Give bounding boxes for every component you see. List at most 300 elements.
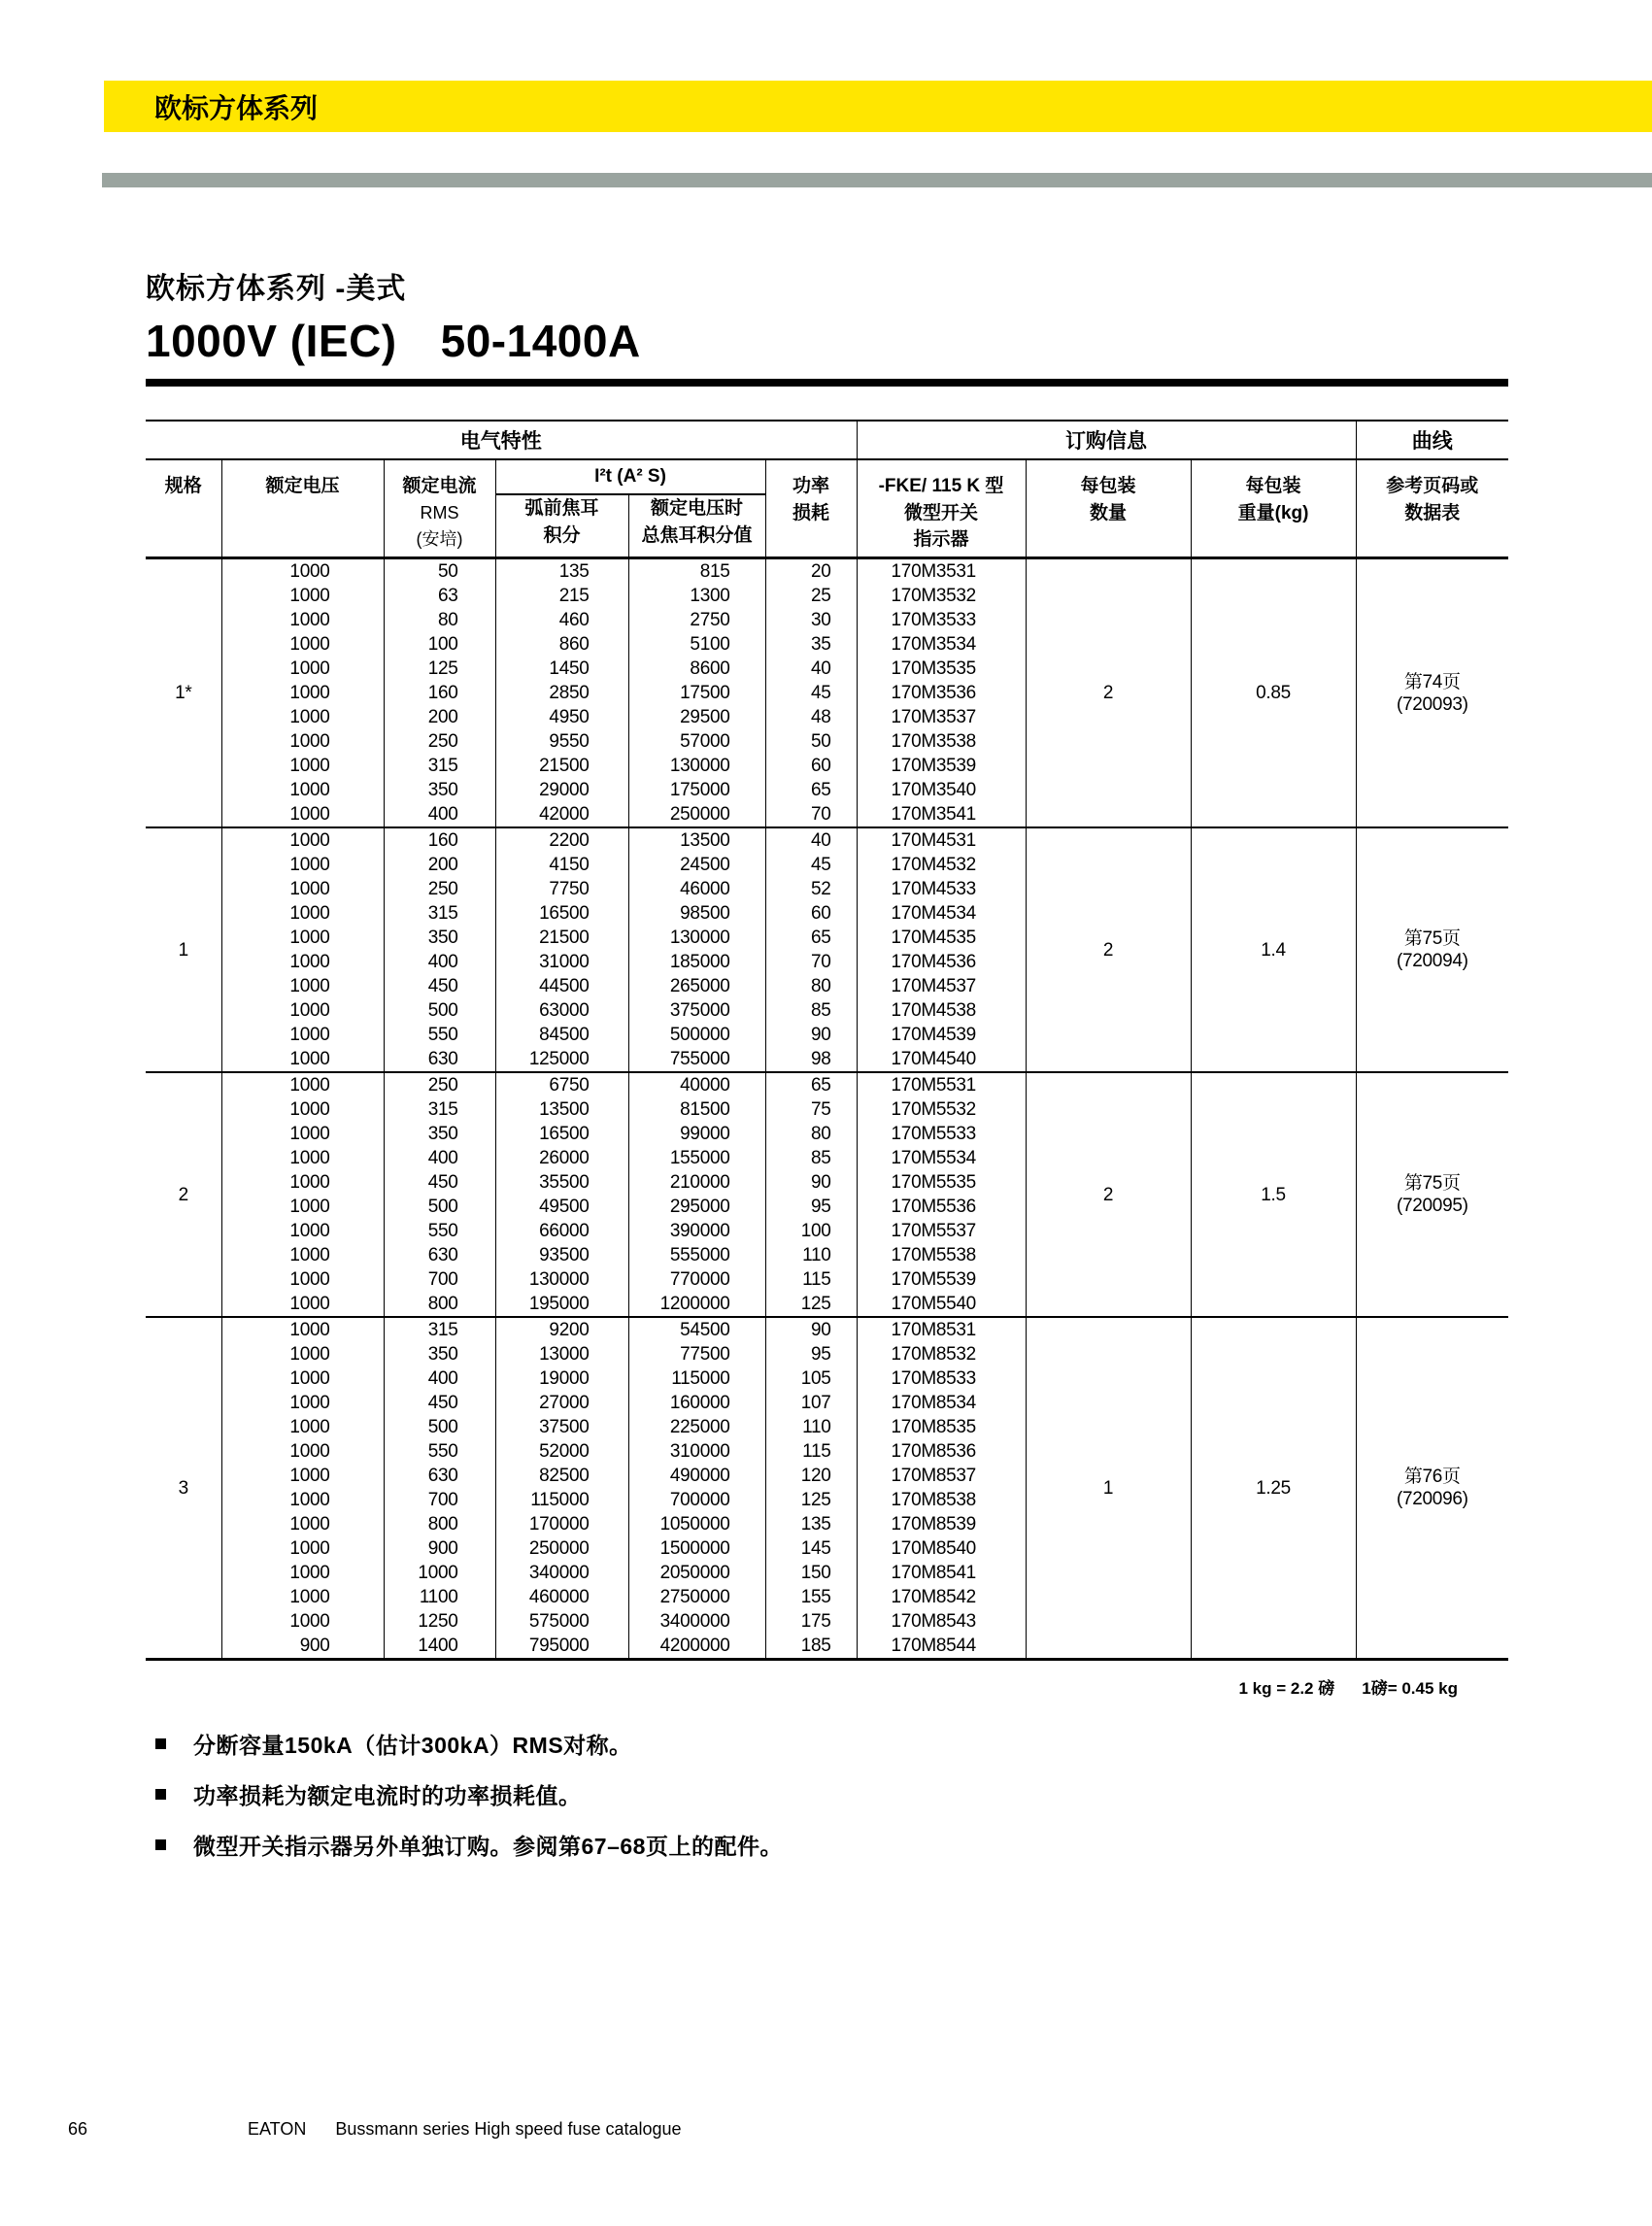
power-loss-cell: 90 xyxy=(765,1023,857,1047)
rated-voltage-cell: 1000 xyxy=(221,1488,384,1512)
title-rule xyxy=(146,379,1508,387)
part-number-cell: 170M3538 xyxy=(857,729,1026,754)
part-number-cell: 170M8539 xyxy=(857,1512,1026,1536)
col-header-power-loss: 功率 损耗 xyxy=(765,459,857,558)
prearc-i2t-cell: 460 xyxy=(495,608,628,632)
prearc-i2t-cell: 26000 xyxy=(495,1146,628,1170)
power-loss-cell: 185 xyxy=(765,1634,857,1660)
rated-voltage-cell: 1000 xyxy=(221,1146,384,1170)
column-header-row xyxy=(146,459,1508,494)
band-header-row xyxy=(146,421,1508,459)
total-i2t-cell: 755000 xyxy=(628,1047,765,1072)
rated-voltage-cell: 1000 xyxy=(221,1536,384,1561)
power-loss-cell: 135 xyxy=(765,1512,857,1536)
rated-voltage-cell: 1000 xyxy=(221,1097,384,1122)
rated-voltage-cell: 1000 xyxy=(221,1391,384,1415)
prearc-i2t-cell: 9550 xyxy=(495,729,628,754)
part-number-cell: 170M4536 xyxy=(857,950,1026,974)
rated-current-cell: 800 xyxy=(384,1292,495,1317)
total-i2t-cell: 2750 xyxy=(628,608,765,632)
table-row xyxy=(146,827,1508,853)
part-number-cell: 170M5536 xyxy=(857,1195,1026,1219)
part-number-cell: 170M8541 xyxy=(857,1561,1026,1585)
spec-group xyxy=(146,1317,1508,1660)
total-i2t-cell: 1200000 xyxy=(628,1292,765,1317)
prearc-i2t-cell: 125000 xyxy=(495,1047,628,1072)
pack-qty-cell: 1 xyxy=(1026,1317,1191,1660)
power-loss-cell: 107 xyxy=(765,1391,857,1415)
prearc-i2t-cell: 4950 xyxy=(495,705,628,729)
rated-current-cell: 350 xyxy=(384,1342,495,1366)
rated-voltage-cell: 900 xyxy=(221,1634,384,1660)
prearc-i2t-cell: 66000 xyxy=(495,1219,628,1243)
rated-current-cell: 350 xyxy=(384,778,495,802)
part-number-cell: 170M8543 xyxy=(857,1609,1026,1634)
power-loss-cell: 70 xyxy=(765,802,857,827)
reference-cell: 第75页 (720094) xyxy=(1356,827,1508,1072)
total-i2t-cell: 17500 xyxy=(628,681,765,705)
rated-voltage-cell: 1000 xyxy=(221,926,384,950)
footer-catalog-line xyxy=(248,2119,682,2140)
table-row xyxy=(146,558,1508,585)
power-loss-cell: 90 xyxy=(765,1317,857,1342)
table-row xyxy=(146,1317,1508,1342)
rated-current-cell: 350 xyxy=(384,1122,495,1146)
total-i2t-cell: 295000 xyxy=(628,1195,765,1219)
prearc-i2t-cell: 4150 xyxy=(495,853,628,877)
prearc-i2t-cell: 170000 xyxy=(495,1512,628,1536)
power-loss-cell: 45 xyxy=(765,681,857,705)
rated-voltage-cell: 1000 xyxy=(221,729,384,754)
rated-current-cell: 250 xyxy=(384,1072,495,1097)
band-electrical: 电气特性 xyxy=(146,421,857,459)
power-loss-cell: 150 xyxy=(765,1561,857,1585)
part-number-cell: 170M5540 xyxy=(857,1292,1026,1317)
power-loss-cell: 65 xyxy=(765,1072,857,1097)
rated-voltage-cell: 1000 xyxy=(221,877,384,901)
rated-voltage-cell: 1000 xyxy=(221,558,384,585)
pack-weight-cell: 0.85 xyxy=(1191,558,1356,828)
total-i2t-cell: 390000 xyxy=(628,1219,765,1243)
power-loss-cell: 100 xyxy=(765,1219,857,1243)
spec-group xyxy=(146,1072,1508,1317)
series-banner xyxy=(104,81,1652,132)
part-number-cell: 170M5539 xyxy=(857,1267,1026,1292)
prearc-i2t-cell: 19000 xyxy=(495,1366,628,1391)
prearc-i2t-cell: 63000 xyxy=(495,998,628,1023)
rated-current-cell: 200 xyxy=(384,705,495,729)
brand-name: EATON xyxy=(248,2119,307,2139)
power-loss-cell: 155 xyxy=(765,1585,857,1609)
spec-cell: 3 xyxy=(146,1317,221,1660)
power-loss-cell: 110 xyxy=(765,1415,857,1439)
rated-current-cell: 1250 xyxy=(384,1609,495,1634)
rated-current-cell: 550 xyxy=(384,1023,495,1047)
total-i2t-cell: 375000 xyxy=(628,998,765,1023)
part-number-cell: 170M8534 xyxy=(857,1391,1026,1415)
part-number-cell: 170M8532 xyxy=(857,1342,1026,1366)
power-loss-cell: 95 xyxy=(765,1195,857,1219)
rated-current-cell: 200 xyxy=(384,853,495,877)
page-subtitle: 欧标方体系列 -美式 xyxy=(146,273,407,305)
rated-current-cell: 630 xyxy=(384,1243,495,1267)
band-curve: 曲线 xyxy=(1356,421,1508,459)
power-loss-cell: 60 xyxy=(765,901,857,926)
prearc-i2t-cell: 575000 xyxy=(495,1609,628,1634)
power-loss-cell: 120 xyxy=(765,1464,857,1488)
rated-voltage-cell: 1000 xyxy=(221,632,384,657)
part-number-cell: 170M8544 xyxy=(857,1634,1026,1660)
rated-current-cell: 550 xyxy=(384,1439,495,1464)
total-i2t-cell: 130000 xyxy=(628,926,765,950)
rated-current-cell: 350 xyxy=(384,926,495,950)
prearc-i2t-cell: 130000 xyxy=(495,1267,628,1292)
total-i2t-cell: 54500 xyxy=(628,1317,765,1342)
series-banner-label: 欧标方体系列 xyxy=(154,92,319,123)
power-loss-cell: 115 xyxy=(765,1439,857,1464)
prearc-i2t-cell: 44500 xyxy=(495,974,628,998)
footnote-text: 功率损耗为额定电流时的功率损耗值。 xyxy=(193,1783,582,1809)
reference-cell: 第76页 (720096) xyxy=(1356,1317,1508,1660)
square-bullet-icon xyxy=(155,1789,166,1800)
total-i2t-cell: 185000 xyxy=(628,950,765,974)
rated-voltage-cell: 1000 xyxy=(221,705,384,729)
total-i2t-cell: 1500000 xyxy=(628,1536,765,1561)
total-i2t-cell: 1050000 xyxy=(628,1512,765,1536)
prearc-i2t-cell: 21500 xyxy=(495,926,628,950)
col-header-reference: 参考页码或 数据表 xyxy=(1356,459,1508,558)
part-number-cell: 170M3534 xyxy=(857,632,1026,657)
power-loss-cell: 60 xyxy=(765,754,857,778)
content-area xyxy=(146,420,1508,1879)
part-number-cell: 170M4532 xyxy=(857,853,1026,877)
part-number-cell: 170M3531 xyxy=(857,558,1026,585)
prearc-i2t-cell: 13000 xyxy=(495,1342,628,1366)
power-loss-cell: 145 xyxy=(765,1536,857,1561)
rated-current-cell: 1100 xyxy=(384,1585,495,1609)
catalog-title: Bussmann series High speed fuse catalogue xyxy=(335,2119,682,2139)
col-header-total-i2t: 额定电压时 总焦耳积分值 xyxy=(628,494,765,558)
total-i2t-cell: 160000 xyxy=(628,1391,765,1415)
prearc-i2t-cell: 2200 xyxy=(495,827,628,853)
part-number-cell: 170M3532 xyxy=(857,584,1026,608)
title-block xyxy=(146,264,641,367)
prearc-i2t-cell: 460000 xyxy=(495,1585,628,1609)
rated-current-cell: 500 xyxy=(384,1195,495,1219)
rated-voltage-cell: 1000 xyxy=(221,1561,384,1585)
footnotes xyxy=(146,1728,1508,1861)
prearc-i2t-cell: 215 xyxy=(495,584,628,608)
rated-voltage-cell: 1000 xyxy=(221,1585,384,1609)
power-loss-cell: 80 xyxy=(765,974,857,998)
rated-voltage-cell: 1000 xyxy=(221,1122,384,1146)
prearc-i2t-cell: 860 xyxy=(495,632,628,657)
footnote-row xyxy=(146,1829,1508,1861)
power-loss-cell: 125 xyxy=(765,1488,857,1512)
rated-voltage-cell: 1000 xyxy=(221,1195,384,1219)
square-bullet-icon xyxy=(155,1738,166,1749)
reference-cell: 第75页 (720095) xyxy=(1356,1072,1508,1317)
part-number-cell: 170M3541 xyxy=(857,802,1026,827)
part-number-cell: 170M8537 xyxy=(857,1464,1026,1488)
pack-qty-cell: 2 xyxy=(1026,558,1191,828)
total-i2t-cell: 81500 xyxy=(628,1097,765,1122)
prearc-i2t-cell: 16500 xyxy=(495,1122,628,1146)
spec-cell: 2 xyxy=(146,1072,221,1317)
total-i2t-cell: 99000 xyxy=(628,1122,765,1146)
power-loss-cell: 115 xyxy=(765,1267,857,1292)
total-i2t-cell: 40000 xyxy=(628,1072,765,1097)
rated-voltage-cell: 1000 xyxy=(221,657,384,681)
part-number-cell: 170M3537 xyxy=(857,705,1026,729)
rated-voltage-cell: 1000 xyxy=(221,974,384,998)
total-i2t-cell: 4200000 xyxy=(628,1634,765,1660)
rated-current-cell: 160 xyxy=(384,681,495,705)
total-i2t-cell: 46000 xyxy=(628,877,765,901)
rated-voltage-cell: 1000 xyxy=(221,950,384,974)
pack-qty-cell: 2 xyxy=(1026,1072,1191,1317)
rated-voltage-cell: 1000 xyxy=(221,1243,384,1267)
spec-cell: 1 xyxy=(146,827,221,1072)
col-header-prearc: 弧前焦耳 积分 xyxy=(495,494,628,558)
prearc-i2t-cell: 115000 xyxy=(495,1488,628,1512)
rated-voltage-cell: 1000 xyxy=(221,1072,384,1097)
part-number-cell: 170M4531 xyxy=(857,827,1026,853)
power-loss-cell: 98 xyxy=(765,1047,857,1072)
prearc-i2t-cell: 16500 xyxy=(495,901,628,926)
col-header-rated-current: 额定电流 RMS (安培) xyxy=(384,459,495,558)
total-i2t-cell: 3400000 xyxy=(628,1609,765,1634)
table-row xyxy=(146,1072,1508,1097)
total-i2t-cell: 490000 xyxy=(628,1464,765,1488)
page-title xyxy=(146,315,641,367)
rated-voltage-cell: 1000 xyxy=(221,1219,384,1243)
total-i2t-cell: 77500 xyxy=(628,1342,765,1366)
rated-current-cell: 250 xyxy=(384,877,495,901)
power-loss-cell: 125 xyxy=(765,1292,857,1317)
rated-voltage-cell: 1000 xyxy=(221,1342,384,1366)
rated-voltage-cell: 1000 xyxy=(221,584,384,608)
rated-voltage-cell: 1000 xyxy=(221,681,384,705)
col-header-weight: 每包装 重量(kg) xyxy=(1191,459,1356,558)
power-loss-cell: 95 xyxy=(765,1342,857,1366)
power-loss-cell: 65 xyxy=(765,778,857,802)
power-loss-cell: 75 xyxy=(765,1097,857,1122)
table-header xyxy=(146,421,1508,558)
rated-current-cell: 315 xyxy=(384,1097,495,1122)
part-number-cell: 170M4540 xyxy=(857,1047,1026,1072)
power-loss-cell: 110 xyxy=(765,1243,857,1267)
total-i2t-cell: 815 xyxy=(628,558,765,585)
rated-current-cell: 315 xyxy=(384,1317,495,1342)
total-i2t-cell: 5100 xyxy=(628,632,765,657)
power-loss-cell: 70 xyxy=(765,950,857,974)
total-i2t-cell: 13500 xyxy=(628,827,765,853)
band-ordering: 订购信息 xyxy=(857,421,1356,459)
rated-current-cell: 500 xyxy=(384,1415,495,1439)
total-i2t-cell: 24500 xyxy=(628,853,765,877)
prearc-i2t-cell: 82500 xyxy=(495,1464,628,1488)
col-header-indicator: -FKE/ 115 K 型 微型开关 指示器 xyxy=(857,459,1026,558)
prearc-i2t-cell: 13500 xyxy=(495,1097,628,1122)
col-header-qty: 每包装 数量 xyxy=(1026,459,1191,558)
rated-voltage-cell: 1000 xyxy=(221,1366,384,1391)
part-number-cell: 170M5532 xyxy=(857,1097,1026,1122)
total-i2t-cell: 130000 xyxy=(628,754,765,778)
pack-qty-cell: 2 xyxy=(1026,827,1191,1072)
total-i2t-cell: 770000 xyxy=(628,1267,765,1292)
reference-cell: 第74页 (720093) xyxy=(1356,558,1508,828)
part-number-cell: 170M8538 xyxy=(857,1488,1026,1512)
rated-voltage-cell: 1000 xyxy=(221,1267,384,1292)
title-current-range: 50-1400A xyxy=(440,316,641,366)
prearc-i2t-cell: 27000 xyxy=(495,1391,628,1415)
power-loss-cell: 90 xyxy=(765,1170,857,1195)
part-number-cell: 170M5533 xyxy=(857,1122,1026,1146)
footnote-text: 分断容量150kA（估计300kA）RMS对称。 xyxy=(193,1733,632,1759)
rated-voltage-cell: 1000 xyxy=(221,802,384,827)
total-i2t-cell: 700000 xyxy=(628,1488,765,1512)
square-bullet-icon xyxy=(155,1839,166,1850)
prearc-i2t-cell: 340000 xyxy=(495,1561,628,1585)
total-i2t-cell: 500000 xyxy=(628,1023,765,1047)
rated-voltage-cell: 1000 xyxy=(221,998,384,1023)
power-loss-cell: 40 xyxy=(765,827,857,853)
rated-current-cell: 630 xyxy=(384,1047,495,1072)
rated-current-cell: 63 xyxy=(384,584,495,608)
power-loss-cell: 105 xyxy=(765,1366,857,1391)
rated-current-cell: 400 xyxy=(384,802,495,827)
prearc-i2t-cell: 21500 xyxy=(495,754,628,778)
part-number-cell: 170M8533 xyxy=(857,1366,1026,1391)
prearc-i2t-cell: 250000 xyxy=(495,1536,628,1561)
col-header-spec: 规格 xyxy=(146,459,221,558)
power-loss-cell: 45 xyxy=(765,853,857,877)
rated-voltage-cell: 1000 xyxy=(221,1317,384,1342)
rated-current-cell: 1400 xyxy=(384,1634,495,1660)
prearc-i2t-cell: 52000 xyxy=(495,1439,628,1464)
rated-current-cell: 315 xyxy=(384,754,495,778)
rated-current-cell: 400 xyxy=(384,1366,495,1391)
part-number-cell: 170M3540 xyxy=(857,778,1026,802)
rated-current-cell: 80 xyxy=(384,608,495,632)
power-loss-cell: 65 xyxy=(765,926,857,950)
prearc-i2t-cell: 9200 xyxy=(495,1317,628,1342)
footnote-row xyxy=(146,1728,1508,1760)
power-loss-cell: 48 xyxy=(765,705,857,729)
part-number-cell: 170M8542 xyxy=(857,1585,1026,1609)
part-number-cell: 170M4535 xyxy=(857,926,1026,950)
prearc-i2t-cell: 6750 xyxy=(495,1072,628,1097)
rated-voltage-cell: 1000 xyxy=(221,1047,384,1072)
prearc-i2t-cell: 31000 xyxy=(495,950,628,974)
rated-voltage-cell: 1000 xyxy=(221,901,384,926)
rated-voltage-cell: 1000 xyxy=(221,1023,384,1047)
fuse-spec-table xyxy=(146,420,1508,1661)
power-loss-cell: 85 xyxy=(765,998,857,1023)
total-i2t-cell: 155000 xyxy=(628,1146,765,1170)
prearc-i2t-cell: 29000 xyxy=(495,778,628,802)
pack-weight-cell: 1.5 xyxy=(1191,1072,1356,1317)
power-loss-cell: 80 xyxy=(765,1122,857,1146)
rated-voltage-cell: 1000 xyxy=(221,1609,384,1634)
total-i2t-cell: 175000 xyxy=(628,778,765,802)
part-number-cell: 170M5537 xyxy=(857,1219,1026,1243)
power-loss-cell: 40 xyxy=(765,657,857,681)
prearc-i2t-cell: 135 xyxy=(495,558,628,585)
part-number-cell: 170M5531 xyxy=(857,1072,1026,1097)
spec-group xyxy=(146,827,1508,1072)
part-number-cell: 170M4539 xyxy=(857,1023,1026,1047)
title-voltage: 1000V (IEC) xyxy=(146,316,397,366)
rated-current-cell: 700 xyxy=(384,1267,495,1292)
spec-cell: 1* xyxy=(146,558,221,828)
prearc-i2t-cell: 35500 xyxy=(495,1170,628,1195)
rated-current-cell: 100 xyxy=(384,632,495,657)
prearc-i2t-cell: 37500 xyxy=(495,1415,628,1439)
prearc-i2t-cell: 2850 xyxy=(495,681,628,705)
rated-voltage-cell: 1000 xyxy=(221,827,384,853)
total-i2t-cell: 250000 xyxy=(628,802,765,827)
col-header-rated-voltage: 额定电压 xyxy=(221,459,384,558)
rated-voltage-cell: 1000 xyxy=(221,1464,384,1488)
rated-voltage-cell: 1000 xyxy=(221,1170,384,1195)
prearc-i2t-cell: 195000 xyxy=(495,1292,628,1317)
footnote-row xyxy=(146,1778,1508,1810)
kg-conversion-note: 1 kg = 2.2 磅 1磅= 0.45 kg xyxy=(1238,1679,1458,1699)
rated-voltage-cell: 1000 xyxy=(221,1439,384,1464)
total-i2t-cell: 2750000 xyxy=(628,1585,765,1609)
total-i2t-cell: 98500 xyxy=(628,901,765,926)
prearc-i2t-cell: 49500 xyxy=(495,1195,628,1219)
prearc-i2t-cell: 93500 xyxy=(495,1243,628,1267)
part-number-cell: 170M4537 xyxy=(857,974,1026,998)
power-loss-cell: 25 xyxy=(765,584,857,608)
power-loss-cell: 175 xyxy=(765,1609,857,1634)
part-number-cell: 170M8531 xyxy=(857,1317,1026,1342)
rated-current-cell: 500 xyxy=(384,998,495,1023)
rated-current-cell: 450 xyxy=(384,1391,495,1415)
rated-current-cell: 250 xyxy=(384,729,495,754)
part-number-cell: 170M5535 xyxy=(857,1170,1026,1195)
total-i2t-cell: 115000 xyxy=(628,1366,765,1391)
rated-voltage-cell: 1000 xyxy=(221,778,384,802)
col-header-i2t: I²t (A² S) xyxy=(495,459,765,494)
rated-voltage-cell: 1000 xyxy=(221,754,384,778)
prearc-i2t-cell: 84500 xyxy=(495,1023,628,1047)
part-number-cell: 170M4534 xyxy=(857,901,1026,926)
rated-current-cell: 700 xyxy=(384,1488,495,1512)
part-number-cell: 170M3536 xyxy=(857,681,1026,705)
total-i2t-cell: 2050000 xyxy=(628,1561,765,1585)
pack-weight-cell: 1.4 xyxy=(1191,827,1356,1072)
rated-current-cell: 800 xyxy=(384,1512,495,1536)
rated-voltage-cell: 1000 xyxy=(221,853,384,877)
rated-current-cell: 400 xyxy=(384,1146,495,1170)
prearc-i2t-cell: 7750 xyxy=(495,877,628,901)
rated-voltage-cell: 1000 xyxy=(221,1292,384,1317)
rated-current-cell: 315 xyxy=(384,901,495,926)
rated-current-cell: 125 xyxy=(384,657,495,681)
rated-voltage-cell: 1000 xyxy=(221,1512,384,1536)
total-i2t-cell: 29500 xyxy=(628,705,765,729)
part-number-cell: 170M3539 xyxy=(857,754,1026,778)
power-loss-cell: 85 xyxy=(765,1146,857,1170)
rated-current-cell: 630 xyxy=(384,1464,495,1488)
pack-weight-cell: 1.25 xyxy=(1191,1317,1356,1660)
part-number-cell: 170M3533 xyxy=(857,608,1026,632)
page-number: 66 xyxy=(68,2119,88,2139)
